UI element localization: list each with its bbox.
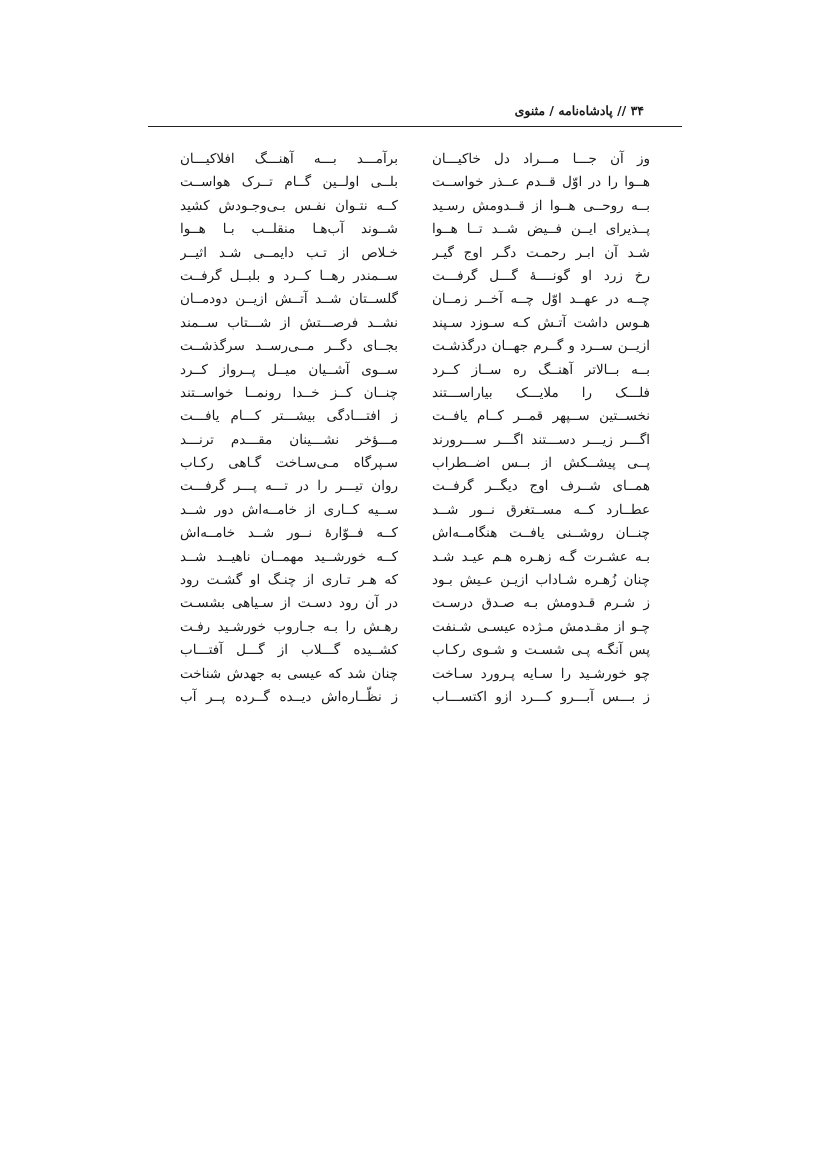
hemistich-left: روان تیـــر را در تـــه پـــر گرفـــت xyxy=(180,478,398,495)
hemistich-left: رهـش را بـه جـاروب خورشـید رفـت xyxy=(180,618,398,635)
couplet xyxy=(180,546,650,569)
hemistich-left: بلــی اولــین گــام تــرک هواســت xyxy=(180,174,398,191)
hemistich-left: کــه نتـوان نفـس بـی‌وجـودش کشید xyxy=(180,197,398,214)
hemistich-right: چنــان روشــنی یافــت هنگامــه‌اش xyxy=(432,525,650,542)
hemistich-right: هـوس داشت آتـش کـه سـوزد سـپند xyxy=(432,314,650,331)
couplet xyxy=(180,569,650,592)
hemistich-left: کشــیده گـــلاب از گـــل آفتـــاب xyxy=(180,642,398,659)
hemistich-right: هــوا را در اوّل قــدم عــذر خواســت xyxy=(432,174,650,191)
hemistich-right: چو خورشـید را سـایه پـرورد سـاخت xyxy=(432,665,650,682)
hemistich-right: فلـــک را ملایـــک بیاراســـتند xyxy=(432,384,650,401)
poem-body xyxy=(180,148,650,709)
couplet xyxy=(180,686,650,709)
hemistich-right: ز بـــس آبـــرو کـــرد ازو اکتســـاب xyxy=(432,688,650,705)
couplet xyxy=(180,218,650,241)
hemistich-left: سـپرگاه مـی‌سـاخت گـاهی رکـاب xyxy=(180,455,398,472)
header-rule xyxy=(148,126,682,127)
couplet xyxy=(180,592,650,615)
hemistich-left: ســمندر رهــا کــرد و بلبــل گرفــت xyxy=(180,267,398,284)
hemistich-left: شــوند آب‌هـا منقلــب بـا هــوا xyxy=(180,221,398,238)
hemistich-right: رخ زرد او گونــــهٔ گـــل گرفـــت xyxy=(432,267,650,284)
hemistich-left: ز افتـــادگی بیشـــتر کـــام یافـــت xyxy=(180,408,398,425)
hemistich-right: پــذیرای ایــن فــیض شــد تــا هــوا xyxy=(432,221,650,238)
couplet xyxy=(180,312,650,335)
hemistich-right: بـه عشـرت گـه زهـره هـم عیـد شـد xyxy=(432,548,650,565)
hemistich-left: چنان شد که عیسی به جهدش شناخت xyxy=(180,665,398,682)
hemistich-left: در آن رود دسـت از سـیاهی بشسـت xyxy=(180,595,398,612)
couplet xyxy=(180,148,650,171)
hemistich-right: چـو از مقـدمش مـژده عیسـی شـنفت xyxy=(432,618,650,635)
hemistich-left: بجــای دگــر مــی‌رســد سرگذشــت xyxy=(180,338,398,355)
hemistich-right: پــی پیشــکش از بــس اضــطراب xyxy=(432,455,650,472)
hemistich-left: برآمـــد بـــه آهنـــگ افلاکیـــان xyxy=(180,151,398,167)
running-head: ۳۴ // پادشاه‌نامه / مثنوی xyxy=(514,103,644,118)
hemistich-right: شـد آن ابـر رحمـت دگـر اوج گیـر xyxy=(432,244,650,261)
hemistich-right: پس آنگـه پـی شسـت و شـوی رکـاب xyxy=(432,642,650,659)
hemistich-right: وز آن جـــا مـــراد دل خاکیـــان xyxy=(432,151,650,167)
hemistich-right: بــه روحــی هــوا از قــدومش رسـید xyxy=(432,197,650,214)
hemistich-left: کــه فــوّارهٔ نــور شــد خامــه‌اش xyxy=(180,525,398,542)
hemistich-left: ز نظّــاره‌اش دیــده گــرده پــر آب xyxy=(180,688,398,705)
couplet xyxy=(180,639,650,662)
couplet xyxy=(180,382,650,405)
couplet xyxy=(180,359,650,382)
couplet xyxy=(180,171,650,194)
hemistich-left: چنــان کــز خــدا رونمــا خواســتند xyxy=(180,384,398,401)
hemistich-left: مـــؤخر نشـــینان مقـــدم ترنـــد xyxy=(180,431,398,448)
hemistich-right: نخســتین ســپهر قمــر کــام یافــت xyxy=(432,408,650,425)
couplet xyxy=(180,475,650,498)
hemistich-right: چنان زُهـره شـاداب ازیـن عـیش بـود xyxy=(432,572,650,589)
couplet xyxy=(180,242,650,265)
couplet xyxy=(180,288,650,311)
couplet xyxy=(180,522,650,545)
hemistich-left: گلســتان شــد آتــش ازیــن دودمــان xyxy=(180,291,398,308)
hemistich-right: عطــارد کــه مســتغرق نــور شــد xyxy=(432,501,650,518)
hemistich-left: ســیه کــاری از خامــه‌اش دور شــد xyxy=(180,501,398,518)
couplet xyxy=(180,265,650,288)
hemistich-right: اگـــر زیـــر دســـتند اگـــر ســـرورند xyxy=(432,431,650,448)
hemistich-right: بــه بــالاتر آهنــگ ره ســاز کــرد xyxy=(432,361,650,378)
hemistich-left: نشــد فرصـــتش از شـــتاب ســمند xyxy=(180,314,398,331)
hemistich-left: کــه خورشــید مهمــان ناهیــد شــد xyxy=(180,548,398,565)
couplet xyxy=(180,499,650,522)
couplet xyxy=(180,195,650,218)
hemistich-left: که هـر تـاری از چنـگ او گشـت رود xyxy=(180,572,398,589)
hemistich-right: همــای شــرف اوج دیگــر گرفــت xyxy=(432,478,650,495)
couplet xyxy=(180,663,650,686)
hemistich-right: ز شـرم قـدومش بـه صـدق درسـت xyxy=(432,595,650,612)
couplet xyxy=(180,429,650,452)
couplet xyxy=(180,452,650,475)
couplet xyxy=(180,616,650,639)
hemistich-left: خـلاص از تـب دایمــی شـد اثیــر xyxy=(180,244,398,261)
couplet xyxy=(180,405,650,428)
hemistich-right: چــه در عهــد اوّل چــه آخــر زمــان xyxy=(432,291,650,308)
hemistich-left: ســوی آشــیان میــل پــرواز کــرد xyxy=(180,361,398,378)
couplet xyxy=(180,335,650,358)
hemistich-right: ازیــن ســرد و گــرم جهــان درگذشـت xyxy=(432,338,650,355)
